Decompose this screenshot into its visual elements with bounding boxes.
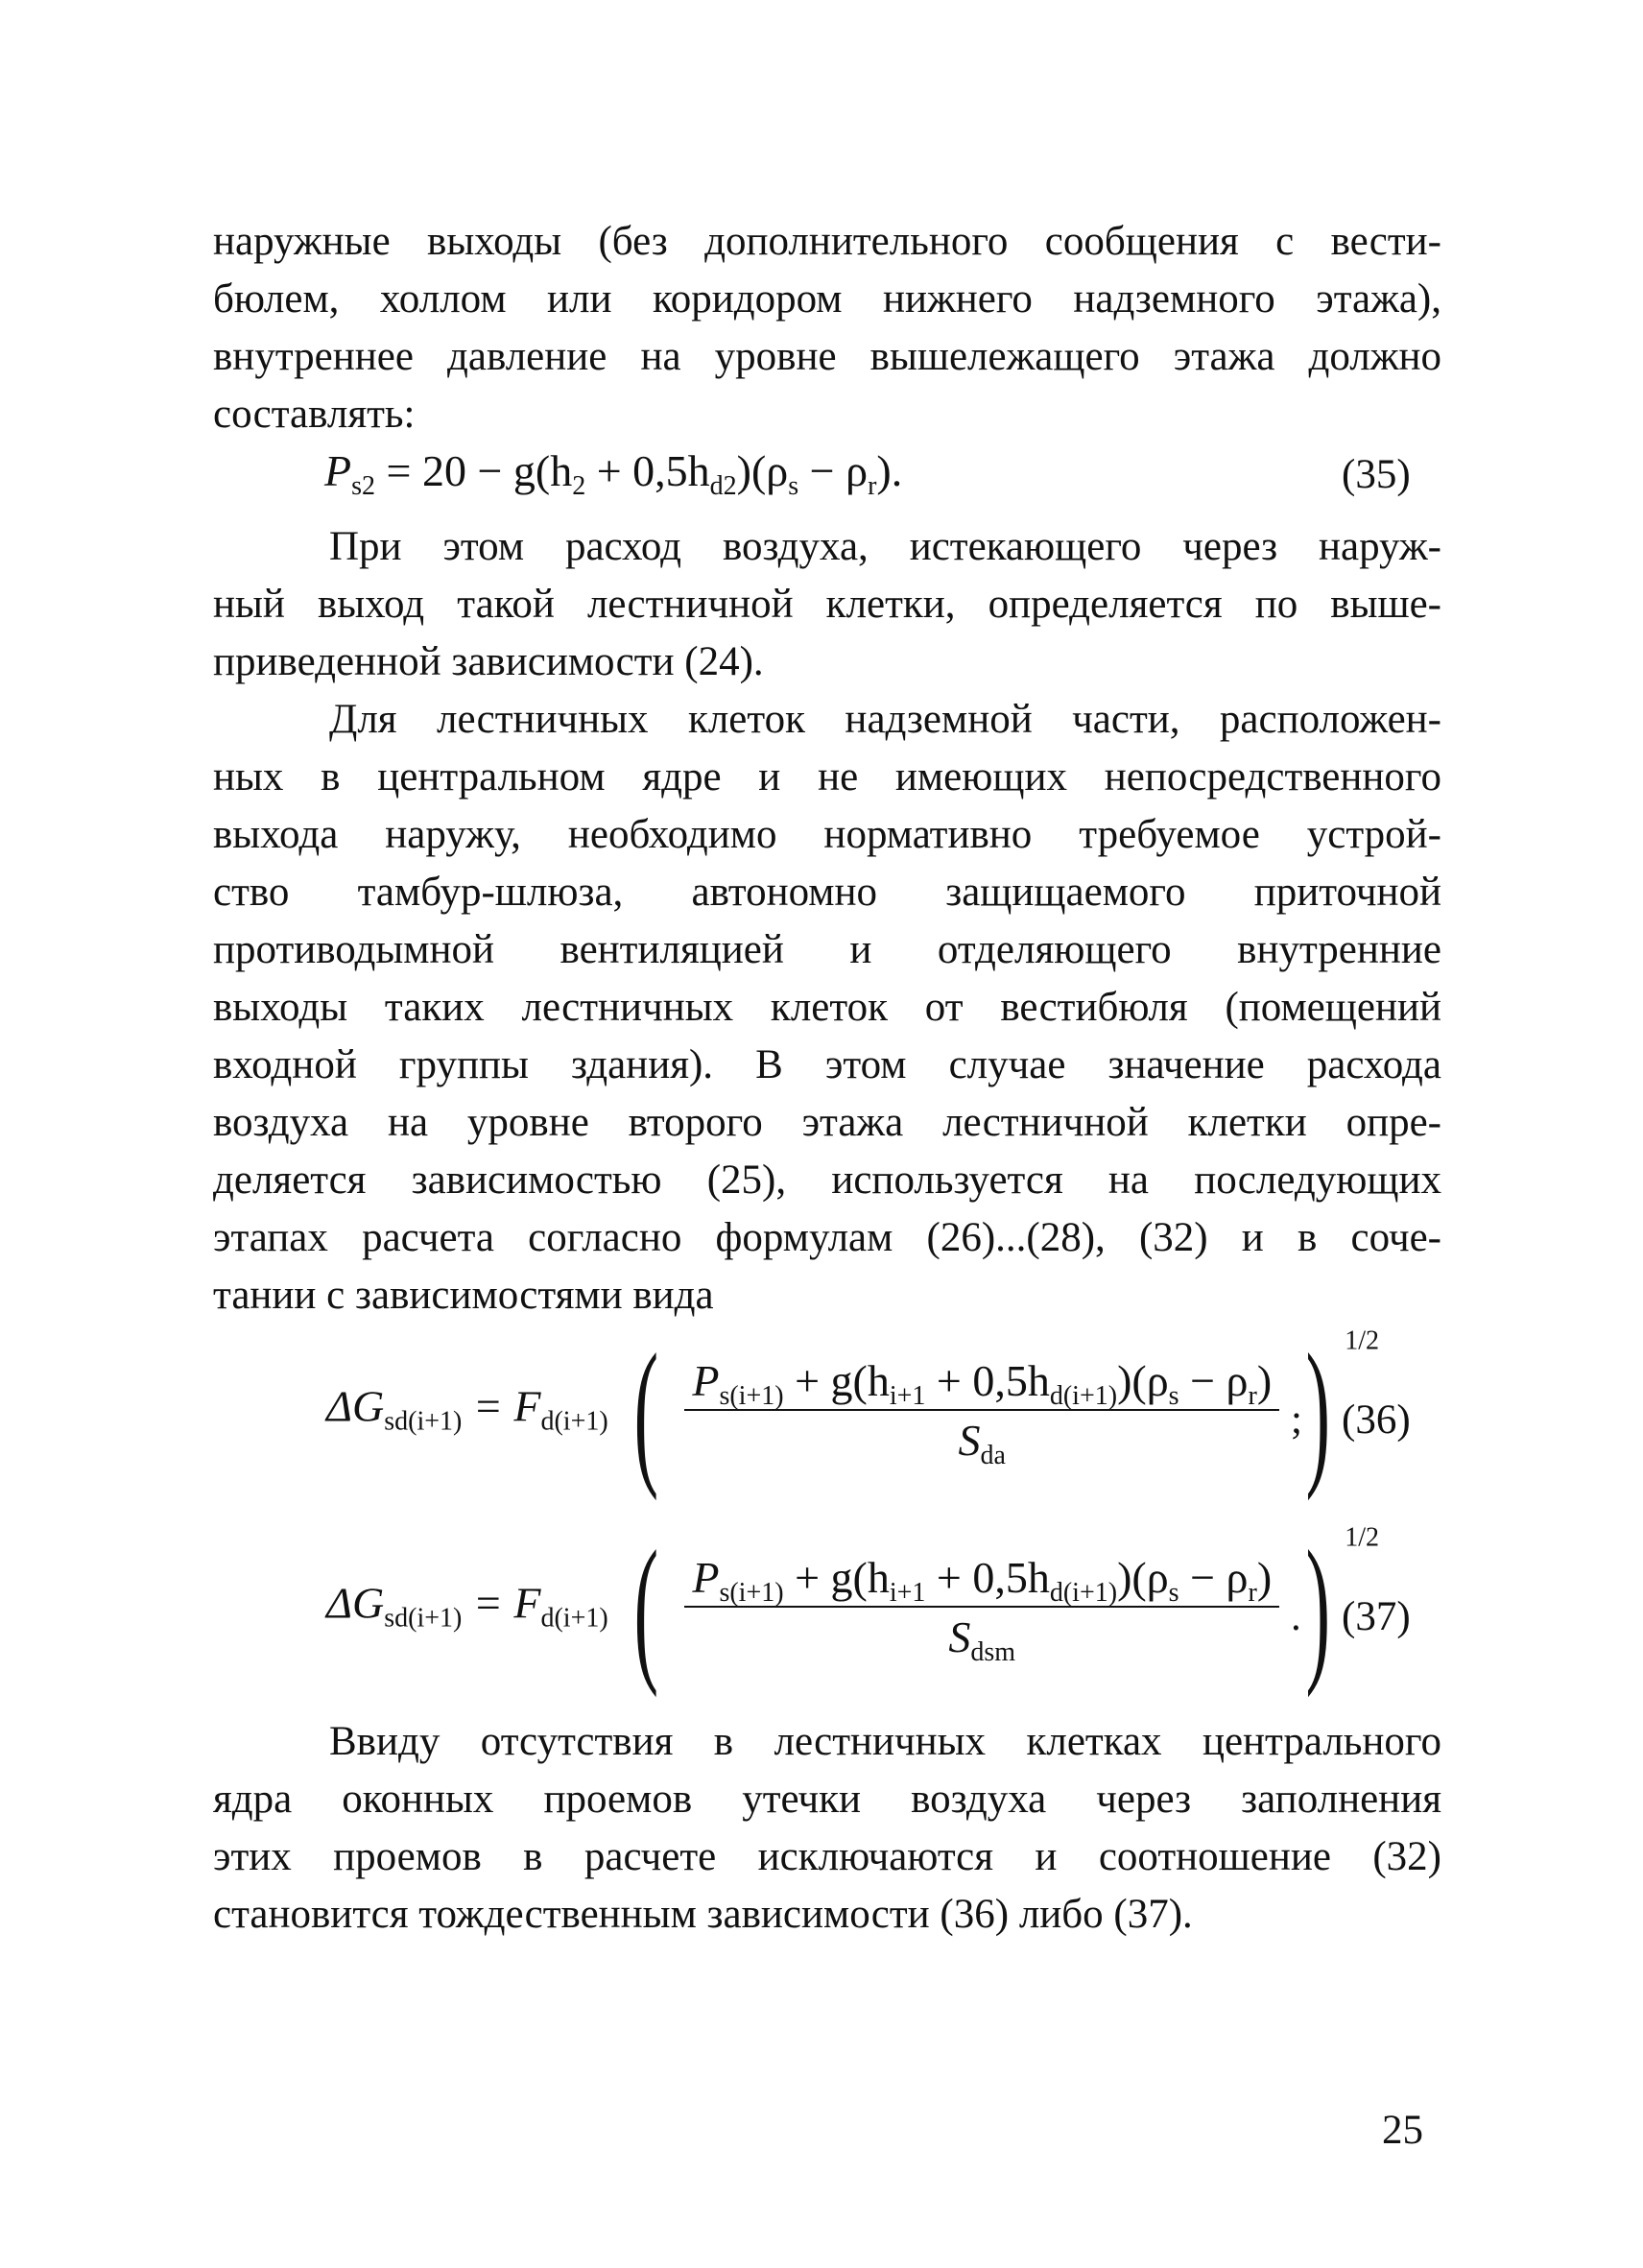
eq37-symbol: P — [692, 1553, 720, 1602]
eq36-numerator — [684, 1356, 1279, 1411]
text-line: Для лестничных клеток надземной части, расположен- — [329, 697, 1441, 742]
eq37-subscript: sd(i+1) — [384, 1603, 463, 1634]
equation-separator-37: . — [1291, 1594, 1301, 1639]
equation-36 — [326, 1321, 1380, 1501]
eq37-symbol: S — [948, 1612, 971, 1661]
paragraph-stairwells — [213, 691, 1441, 1325]
paragraph-conclusion — [213, 1713, 1441, 1944]
equation-number-37: (37) — [1342, 1594, 1411, 1639]
eq37-subscript: r — [1248, 1578, 1257, 1608]
eq36-body: )(ρ — [1117, 1356, 1169, 1405]
text-line: ный выход такой лестничной клетки, определяется по выше- — [213, 582, 1441, 627]
eq36-subscript: d(i+1) — [540, 1406, 608, 1437]
eq37-fraction — [684, 1553, 1279, 1667]
eq37-subscript: i+1 — [889, 1578, 926, 1608]
left-paren: ( — [633, 1517, 659, 1698]
eq36-body: ) — [1256, 1356, 1273, 1405]
text-line: этапах расчета согласно формулам (26)...(28), (32) и в соче- — [213, 1215, 1441, 1260]
eq37-subscript: s(i+1) — [719, 1578, 784, 1608]
eq36-fraction — [684, 1356, 1279, 1470]
eq36-denominator — [684, 1411, 1279, 1470]
eq36-symbol: P — [692, 1356, 720, 1405]
eq35-subscript: s — [788, 471, 799, 501]
eq37-subscript: dsm — [970, 1637, 1016, 1667]
eq37-numerator — [684, 1553, 1279, 1608]
eq37-body: = F — [462, 1578, 541, 1628]
eq37-subscript: d(i+1) — [540, 1603, 608, 1634]
paragraph-intro — [213, 213, 1441, 443]
text-line: бюлем, холлом или коридором нижнего надземного этажа), — [213, 276, 1441, 322]
equation-number-35: (35) — [1342, 452, 1411, 497]
eq35-subscript: d2 — [709, 471, 737, 501]
eq35-body: = 20 − g(h — [386, 446, 573, 495]
eq37-exponent: 1/2 — [1345, 1522, 1380, 1553]
eq37-symbol: ΔG — [326, 1578, 385, 1628]
paragraph-flow — [213, 518, 1441, 691]
eq36-body: + g(h — [783, 1356, 890, 1405]
text-line: Ввиду отсутствия в лестничных клетках центрального — [329, 1719, 1441, 1764]
eq35-body: )(ρ — [736, 446, 789, 495]
text-line: этих проемов в расчете исключаются и соотношение (32) — [213, 1834, 1441, 1879]
text-line: ство тамбур-шлюза, автономно защищаемого приточной — [213, 870, 1441, 915]
text-line: деляется зависимостью (25), используется на последующих — [213, 1158, 1441, 1203]
equation-number-36: (36) — [1342, 1397, 1411, 1443]
text-line: ядра оконных проемов утечки воздуха через заполнения — [213, 1777, 1441, 1822]
eq36-subscript: s — [1168, 1381, 1179, 1411]
eq36-subscript: sd(i+1) — [384, 1406, 463, 1437]
eq37-subscript: d(i+1) — [1049, 1578, 1118, 1608]
eq37-body: ) — [1256, 1553, 1273, 1602]
eq35-body: − ρ — [798, 446, 869, 495]
eq37-body: )(ρ — [1117, 1553, 1169, 1602]
left-paren: ( — [633, 1321, 659, 1501]
text-line: входной группы здания). В этом случае значение расхода — [213, 1042, 1441, 1087]
eq36-symbol: S — [958, 1416, 981, 1465]
text-line: противодымной вентиляцией и отделяющего внутренние — [213, 927, 1441, 972]
text-line: тании с зависимостями вида — [213, 1273, 714, 1318]
eq36-subscript: s(i+1) — [719, 1381, 784, 1411]
eq35-body: + 0,5h — [585, 446, 710, 495]
text-line: воздуха на уровне второго этажа лестничной клетки опре- — [213, 1100, 1441, 1145]
text-line: становится тождественным зависимости (36) либо (37). — [213, 1892, 1193, 1937]
eq36-subscript: i+1 — [889, 1381, 926, 1411]
text-line: наружные выходы (без дополнительного сообщения с вести- — [213, 219, 1441, 264]
equation-35 — [324, 446, 903, 501]
eq35-body: ). — [876, 446, 903, 495]
text-line: При этом расход воздуха, истекающего через наруж- — [329, 524, 1441, 569]
right-paren: ) — [1305, 1321, 1330, 1501]
eq35-subscript: s2 — [351, 471, 376, 501]
eq35-symbol: P — [324, 446, 352, 495]
eq36-body: + 0,5h — [925, 1356, 1050, 1405]
right-paren: ) — [1305, 1517, 1330, 1698]
eq35-subscript: 2 — [572, 471, 586, 501]
eq37-body: + 0,5h — [925, 1553, 1050, 1602]
equation-37 — [326, 1517, 1380, 1698]
eq36-body: − ρ — [1179, 1356, 1249, 1405]
text-line: ных в центральном ядре и не имеющих непосредственного — [213, 754, 1441, 800]
page-number: 25 — [1382, 2108, 1423, 2153]
eq35-subscript: r — [868, 471, 877, 501]
eq37-subscript: s — [1168, 1578, 1179, 1608]
eq36-body: = F — [462, 1381, 541, 1431]
text-line: выхода наружу, необходимо нормативно требуемое устрой- — [213, 812, 1441, 857]
text-line: составлять: — [213, 392, 416, 437]
eq37-body: + g(h — [783, 1553, 890, 1602]
eq36-subscript: da — [980, 1441, 1006, 1470]
eq36-subscript: d(i+1) — [1049, 1381, 1118, 1411]
equation-separator-36: ; — [1291, 1397, 1302, 1443]
eq37-body: − ρ — [1179, 1553, 1249, 1602]
eq36-subscript: r — [1248, 1381, 1257, 1411]
text-line: внутреннее давление на уровне вышележащего этажа должно — [213, 334, 1441, 379]
text-line: выходы таких лестничных клеток от вестибюля (помещений — [213, 985, 1441, 1030]
eq37-denominator — [684, 1608, 1279, 1667]
eq36-exponent: 1/2 — [1345, 1325, 1380, 1356]
text-line: приведенной зависимости (24). — [213, 639, 764, 684]
eq36-symbol: ΔG — [326, 1381, 385, 1431]
